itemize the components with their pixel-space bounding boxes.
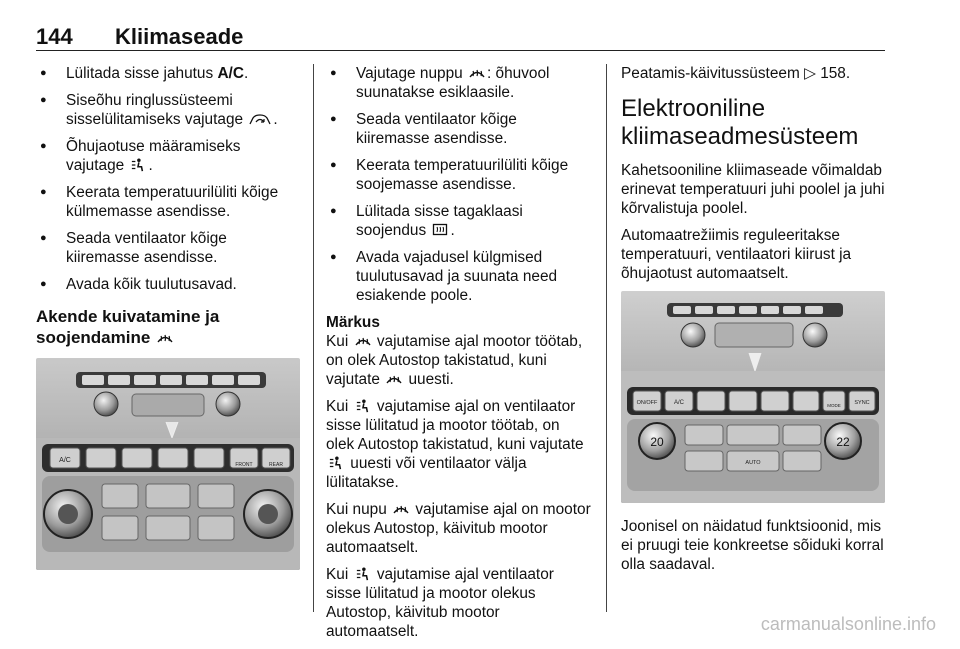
fig2-sync-label: SYNC xyxy=(854,400,870,406)
section-subheading: Akende kuivatamine ja soojendamine xyxy=(36,307,220,347)
column-divider xyxy=(606,64,607,612)
bullet-list xyxy=(36,64,300,294)
column-divider xyxy=(313,64,314,612)
figure-caption: Joonisel on näidatud funktsioonid, mis ei pruugi teie konkreetse sõiduki korral olla saadaval. xyxy=(621,518,884,573)
defrost-icon xyxy=(386,372,402,386)
list-item: ● Lülitada sisse jahutus A/C. xyxy=(36,64,300,83)
ac-label: A/C xyxy=(217,65,244,82)
air-distribution-icon xyxy=(328,456,344,470)
page-reference-link[interactable]: 158. xyxy=(820,65,851,82)
list-item: ● Vajutage nuppu : õhuvool suunatakse esiklaasile. xyxy=(326,64,592,102)
fig1-front-label: FRONT xyxy=(235,462,253,468)
list-item: ● Seada ventilaator kõige kiiremasse asendisse. xyxy=(36,229,300,267)
fig2-temp-left: 20 xyxy=(650,435,664,449)
fig2-ac-label: A/C xyxy=(673,400,685,406)
fig2-onoff-label: ON/OFF xyxy=(636,400,658,406)
list-item: ● Avada kõik tuulutusavad. xyxy=(36,275,300,294)
watermark: carmanualsonline.info xyxy=(760,614,936,634)
air-distribution-icon xyxy=(355,567,371,581)
section-heading: Elektrooniline kliimaseadmesüsteem xyxy=(621,95,859,150)
list-item: ● Keerata temperatuurilüliti kõige soojemasse asendisse. xyxy=(326,156,592,194)
fig2-auto-label: AUTO xyxy=(745,460,761,466)
cross-reference: Peatamis-käivitussüsteem ▷ 158. xyxy=(621,65,851,82)
defrost-icon xyxy=(355,334,371,348)
list-item: ● Lülitada sisse tagaklaasi soojendus . xyxy=(326,202,592,240)
paragraph: Automaatrežiimis reguleeritakse temperatuuri, ventilaatori kiirust ja õhujaotust automaatselt. xyxy=(621,227,852,282)
note-paragraph: Kui vajutamise ajal ventilaator sisse lülitatud ja mootor olekus Autostop, käivitub mootor automaatselt. xyxy=(326,566,554,640)
note-title: Märkus xyxy=(326,314,380,331)
list-item: ● Avada vajadusel külgmised tuulutusavad ja suunata need esiakende poole. xyxy=(326,248,592,305)
page-number: 144 xyxy=(36,24,73,49)
defrost-icon xyxy=(157,331,173,345)
defrost-icon xyxy=(469,66,485,80)
fig2-mode-label: MODE xyxy=(827,403,841,408)
page-header xyxy=(36,20,885,51)
recirculation-icon xyxy=(249,112,271,126)
fig1-rear-label: REAR xyxy=(269,462,283,468)
note-paragraph: Kui vajutamise ajal mootor töötab, on olek Autostop takistatud, kuni vajutate uuesti. xyxy=(326,333,583,388)
paragraph: Kahetsooniline kliimaseade võimaldab erinevat temperatuuri juhi poolel ja juhi kõrvalistuja poolel. xyxy=(621,162,885,217)
list-item: ● Keerata temperatuurilüliti kõige külmemasse asendisse. xyxy=(36,183,300,221)
climate-panel-figure-2 xyxy=(621,291,885,503)
list-item: ● Siseõhu ringlussüsteemi sisselülitamiseks vajutage . xyxy=(36,91,300,129)
climate-panel-figure-1 xyxy=(36,358,300,570)
air-distribution-icon xyxy=(355,399,371,413)
chapter-title: Kliimaseade xyxy=(115,24,244,49)
list-item: ● Seada ventilaator kõige kiiremasse asendisse. xyxy=(326,110,592,148)
reference-arrow-icon: ▷ xyxy=(804,65,816,82)
defrost-icon xyxy=(393,502,409,516)
column-1 xyxy=(36,64,300,570)
list-item: ● Õhujaotuse määramiseks vajutage . xyxy=(36,137,300,175)
fig2-temp-right: 22 xyxy=(836,435,850,449)
column-2 xyxy=(326,64,592,649)
fig1-ac-label: A/C xyxy=(59,457,71,464)
note-paragraph: Kui nupu vajutamise ajal on mootor olekus Autostop, käivitub mootor automaatselt. xyxy=(326,501,591,556)
rear-defrost-icon xyxy=(432,223,448,237)
column-3 xyxy=(621,64,889,582)
note-paragraph: Kui vajutamise ajal on ventilaator sisse lülitatud ja mootor töötab, on olek Autostop takistatud, kuni vajutate uuesti või ventilaator välja lülitatakse. xyxy=(326,398,584,491)
air-distribution-icon xyxy=(130,158,146,172)
bullet-list xyxy=(326,64,592,305)
